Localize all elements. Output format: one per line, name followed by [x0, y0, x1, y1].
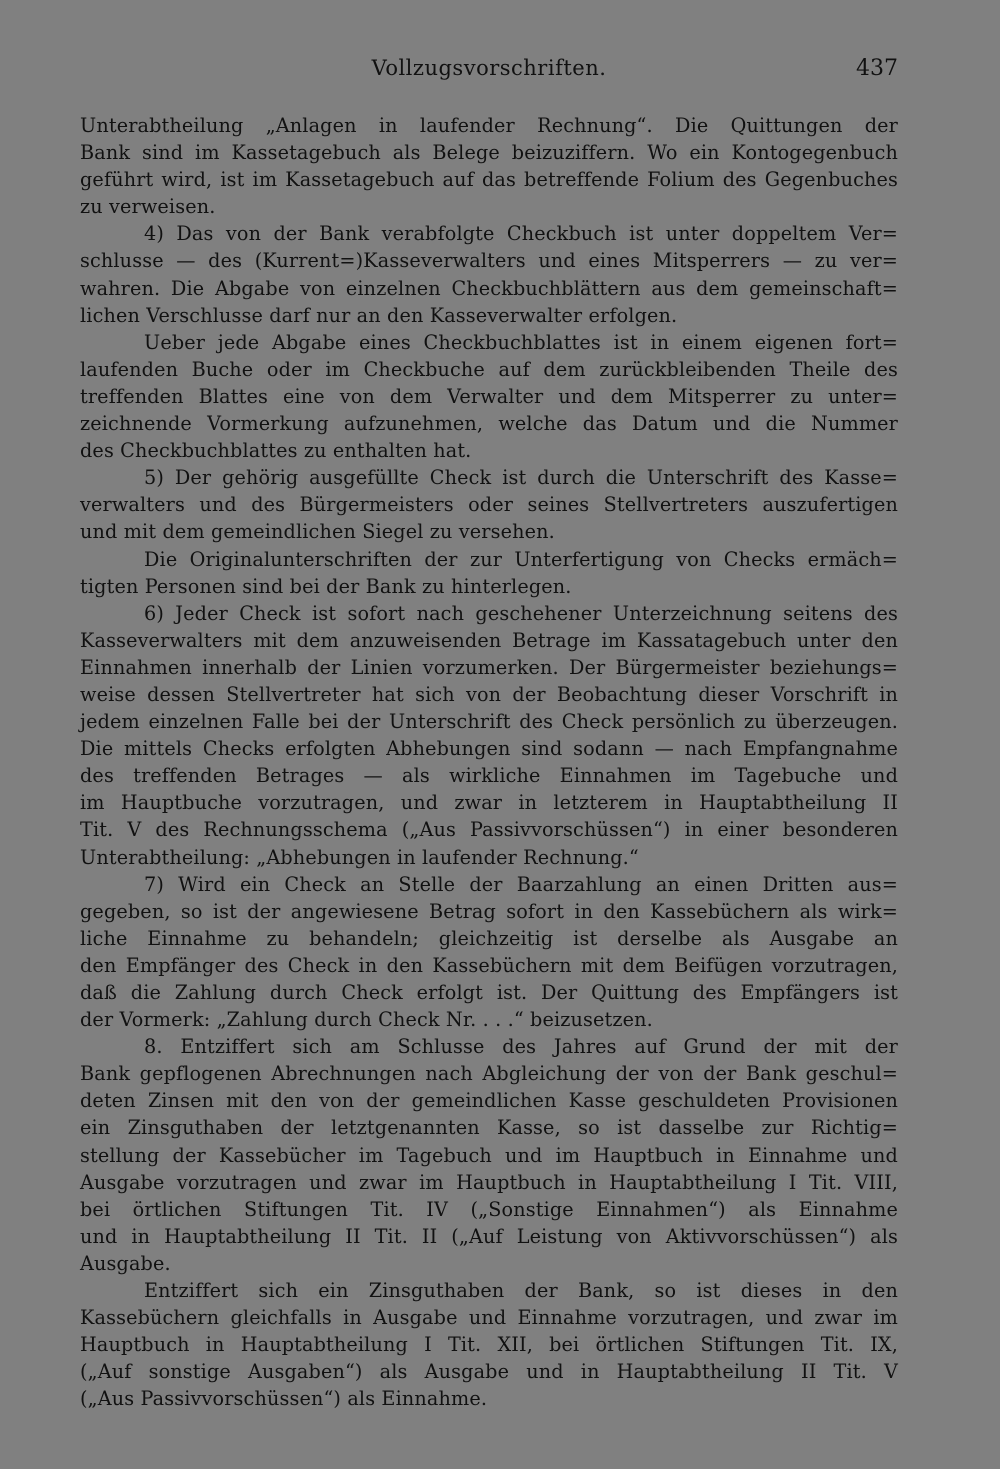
text-line: laufenden Buche oder im Checkbuche auf dem zurückbleibenden Theile des — [80, 357, 898, 381]
text-line: stellung der Kassebücher im Tagebuch und im Hauptbuch in Einnahme und — [80, 1143, 898, 1167]
text-line: Entziffert sich ein Zinsguthaben der Bank, so ist dieses in den — [144, 1279, 898, 1303]
text-line: Ausgabe vorzutragen und zwar im Hauptbuch in Hauptabtheilung I Tit. VIII, — [80, 1170, 898, 1194]
text-line: der Vormerk: „Zahlung durch Check Nr. . . .“ beizusetzen. — [80, 1008, 653, 1032]
text-line: und mit dem gemeindlichen Siegel zu versehen. — [80, 520, 555, 544]
text-line: Die mittels Checks erfolgten Abhebungen sind sodann — nach Empfangnahme — [80, 737, 898, 761]
text-line: Unterabtheilung „Anlagen in laufender Rechnung“. Die Quittungen der — [80, 114, 898, 137]
page-number: 437 — [856, 56, 898, 81]
text-line: Die Originalunterschriften der zur Unterfertigung von Checks ermäch= — [144, 547, 898, 571]
text-line: treffenden Blattes eine von dem Verwalter und dem Mitsperrer zu unter= — [80, 384, 898, 408]
text-line: Einnahmen innerhalb der Linien vorzumerken. Der Bürgermeister beziehungs= — [80, 655, 898, 679]
text-line: jedem einzelnen Falle bei der Unterschrift des Check persönlich zu überzeugen. — [80, 710, 898, 734]
text-line: deten Zinsen mit den von der gemeindlichen Kasse geschuldeten Provisionen — [80, 1089, 898, 1113]
text-line: 7) Wird ein Check an Stelle der Baarzahlung an einen Dritten aus= — [144, 872, 898, 896]
text-line: tigten Personen sind bei der Bank zu hinterlegen. — [80, 574, 572, 598]
text-line: daß die Zahlung durch Check erfolgt ist. Der Quittung des Empfängers ist — [80, 981, 898, 1004]
text-line: Unterabtheilung: „Abhebungen in laufender Rechnung.“ — [80, 845, 639, 869]
text-line: Kassebüchern gleichfalls in Ausgabe und Einnahme vorzutragen, und zwar im — [80, 1306, 898, 1330]
text-line: den Empfänger des Check in den Kassebüchern mit dem Beifügen vorzutragen, — [80, 953, 898, 977]
text-line: zu verweisen. — [80, 195, 216, 219]
text-line: Ausgabe. — [80, 1251, 171, 1275]
text-line: liche Einnahme zu behandeln; gleichzeitig ist derselbe als Ausgabe an — [80, 926, 898, 950]
text-line: des treffenden Betrages — als wirkliche Einnahmen im Tagebuche und — [80, 764, 898, 788]
text-line: Hauptbuch in Hauptabtheilung I Tit. XII, bei örtlichen Stiftungen Tit. IX, — [80, 1333, 898, 1357]
text-line: Bank sind im Kassetagebuch als Belege beizuziffern. Wo ein Kontogegenbuch — [80, 141, 898, 165]
text-line: verwalters und des Bürgermeisters oder seines Stellvertreters auszufertigen — [80, 493, 898, 517]
text-line: Tit. V des Rechnungsschema („Aus Passivvorschüssen“) in einer besonderen — [80, 818, 898, 842]
text-line: im Hauptbuche vorzutragen, und zwar in letzterem in Hauptabtheilung II — [80, 791, 898, 815]
page-header — [80, 56, 898, 86]
text-line: des Checkbuchblattes zu enthalten hat. — [80, 439, 472, 463]
text-line: wahren. Die Abgabe von einzelnen Checkbuchblättern aus dem gemeinschaft= — [80, 276, 898, 300]
text-line: („Aus Passivvorschüssen“) als Einnahme. — [80, 1387, 488, 1411]
text-line: Kasseverwalters mit dem anzuweisenden Betrage im Kassatagebuch unter den — [80, 628, 898, 652]
text-line: („Auf sonstige Ausgaben“) als Ausgabe und in Hauptabtheilung II Tit. V — [80, 1360, 898, 1384]
text-line: und in Hauptabtheilung II Tit. II („Auf Leistung von Aktivvorschüssen“) als — [80, 1224, 898, 1248]
body-text — [80, 112, 898, 1413]
text-line: geführt wird, ist im Kassetagebuch auf das betreffende Folium des Gegenbuches — [80, 168, 898, 192]
text-line: zeichnende Vormerkung aufzunehmen, welche das Datum und die Nummer — [80, 412, 898, 436]
text-line: bei örtlichen Stiftungen Tit. IV („Sonstige Einnahmen“) als Einnahme — [80, 1197, 898, 1221]
text-line: weise dessen Stellvertreter hat sich von der Beobachtung dieser Vorschrift in — [80, 682, 898, 706]
text-line: 6) Jeder Check ist sofort nach geschehener Unterzeichnung seitens des — [144, 601, 898, 625]
text-line: 5) Der gehörig ausgefüllte Check ist durch die Unterschrift des Kasse= — [144, 466, 898, 490]
text-line: schlusse — des (Kurrent=)Kasseverwalters und eines Mitsperrers — zu ver= — [80, 249, 898, 273]
text-line: 4) Das von der Bank verabfolgte Checkbuch ist unter doppeltem Ver= — [144, 222, 898, 246]
text-line: 8. Entziffert sich am Schlusse des Jahres auf Grund der mit der — [144, 1035, 898, 1059]
running-title: Vollzugsvorschriften. — [371, 56, 607, 80]
text-line: Ueber jede Abgabe eines Checkbuchblattes ist in einem eigenen fort= — [144, 330, 898, 354]
text-line: lichen Verschlusse darf nur an den Kasseverwalter erfolgen. — [80, 303, 678, 327]
text-line: Bank gepflogenen Abrechnungen nach Abgleichung der von der Bank geschul= — [80, 1062, 898, 1086]
text-line: gegeben, so ist der angewiesene Betrag sofort in den Kassebüchern als wirk= — [80, 899, 898, 923]
text-line: ein Zinsguthaben der letztgenannten Kasse, so ist dasselbe zur Richtig= — [80, 1116, 898, 1140]
